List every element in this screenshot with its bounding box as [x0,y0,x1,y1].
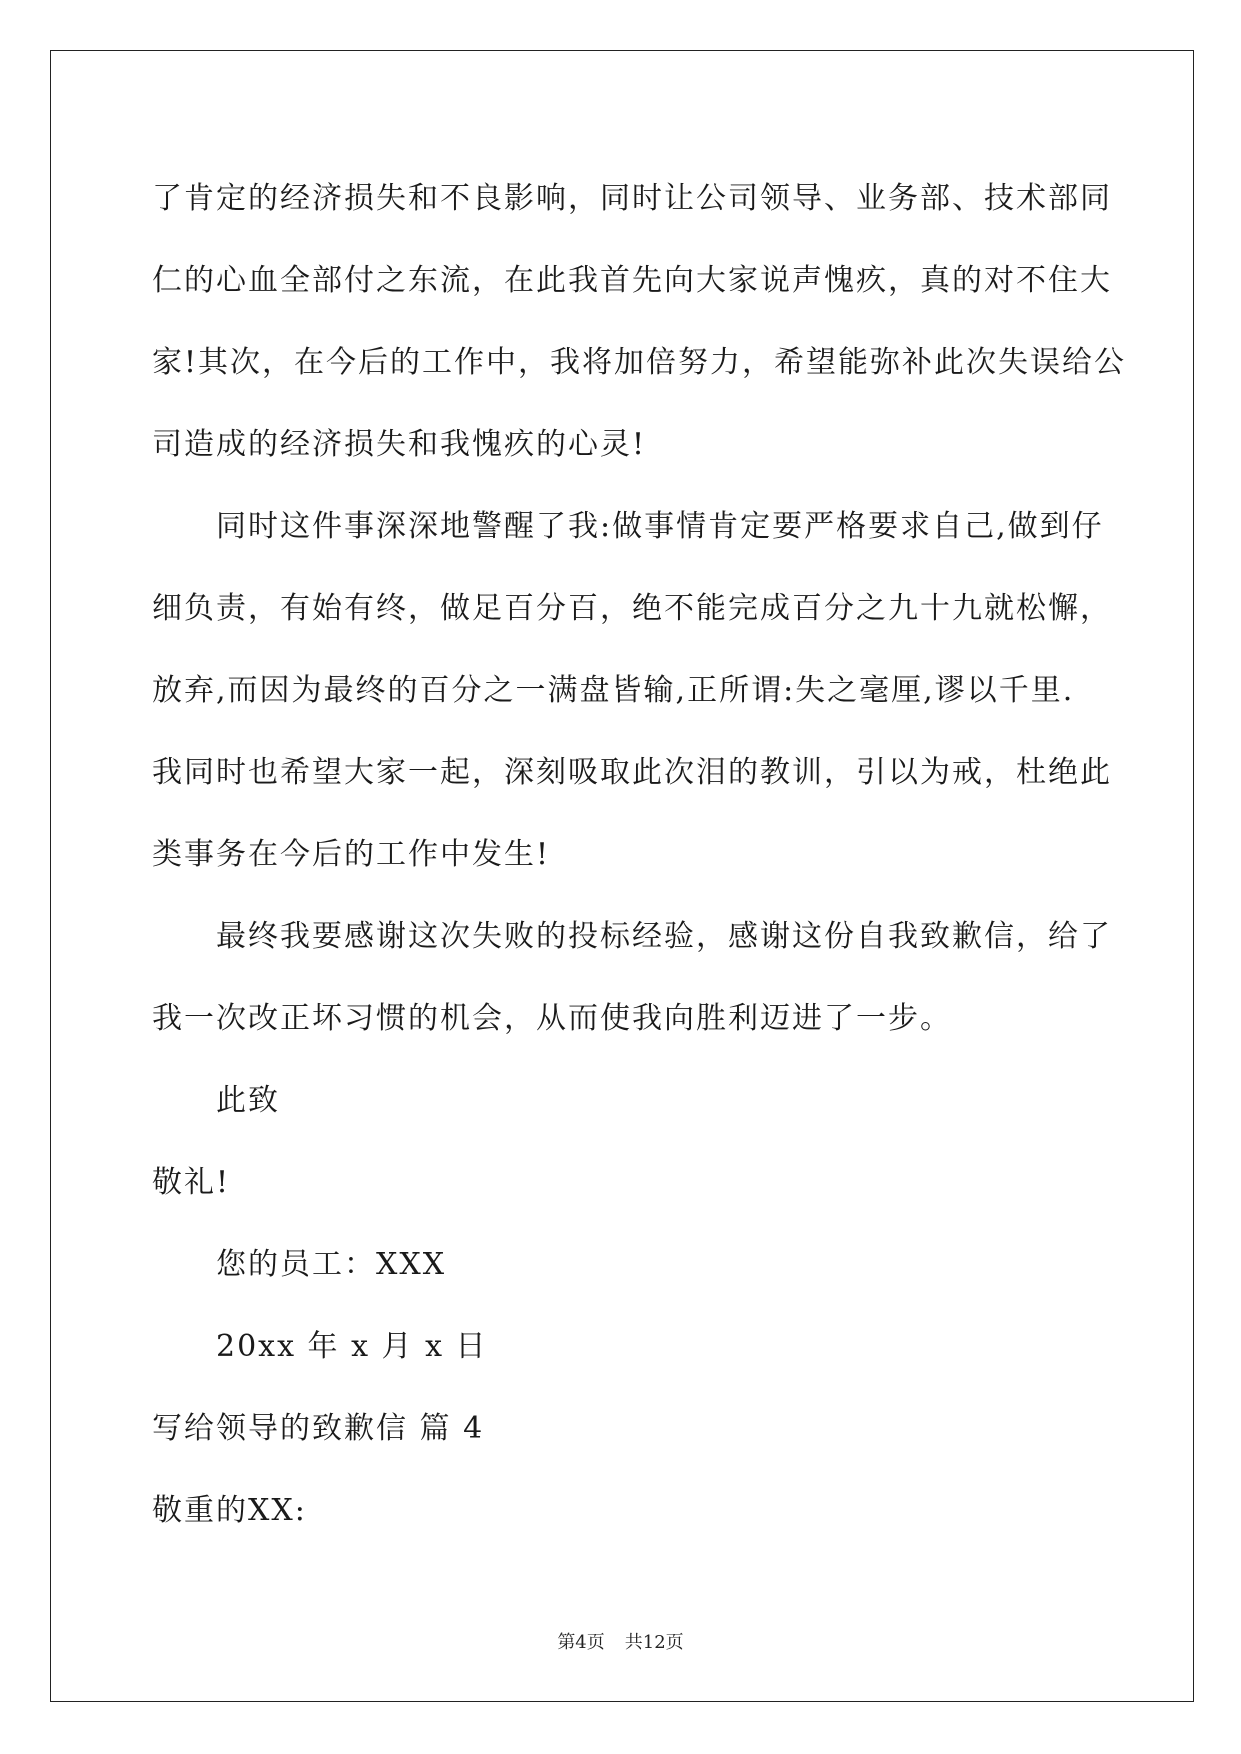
closing-respect: 敬礼! [152,1165,231,1200]
page-footer [0,1628,1241,1654]
document-body [152,158,1127,1552]
date-line: 20xx 年 x 月 x 日 [216,1329,488,1364]
signature: 您的员工：XXX [216,1247,447,1282]
body-line-6: 细负责，有始有终，做足百分百，绝不能完成百分之九十九就松懈， [152,591,1112,626]
body-line-4: 司造成的经济损失和我愧疚的心灵! [152,427,647,462]
body-line-9: 类事务在今后的工作中发生! [152,837,551,872]
body-line-1: 了肯定的经济损失和不良影响，同时让公司领导、业务部、技术部同 [152,181,1112,216]
greeting-line: 敬重的XX: [152,1493,307,1528]
page-number: 第4页 [557,1632,605,1653]
body-line-11: 我一次改正坏习惯的机会，从而使我向胜利迈进了一步。 [152,1001,952,1036]
body-line-7: 放弃,而因为最终的百分之一满盘皆输,正所谓:失之毫厘,谬以千里. [152,673,1075,708]
section-heading: 写给领导的致歉信 篇 4 [152,1411,485,1446]
closing-salutation: 此致 [216,1083,280,1118]
body-line-10: 最终我要感谢这次失败的投标经验，感谢这份自我致歉信，给了 [216,919,1112,954]
body-line-8: 我同时也希望大家一起，深刻吸取此次泪的教训，引以为戒，杜绝此 [152,755,1112,790]
body-line-2: 仁的心血全部付之东流，在此我首先向大家说声愧疚，真的对不住大 [152,263,1112,298]
page-total: 共12页 [624,1632,684,1653]
body-line-5: 同时这件事深深地警醒了我:做事情肯定要严格要求自己,做到仔 [216,509,1104,544]
body-line-3: 家!其次，在今后的工作中，我将加倍努力，希望能弥补此次失误给公 [152,345,1127,380]
